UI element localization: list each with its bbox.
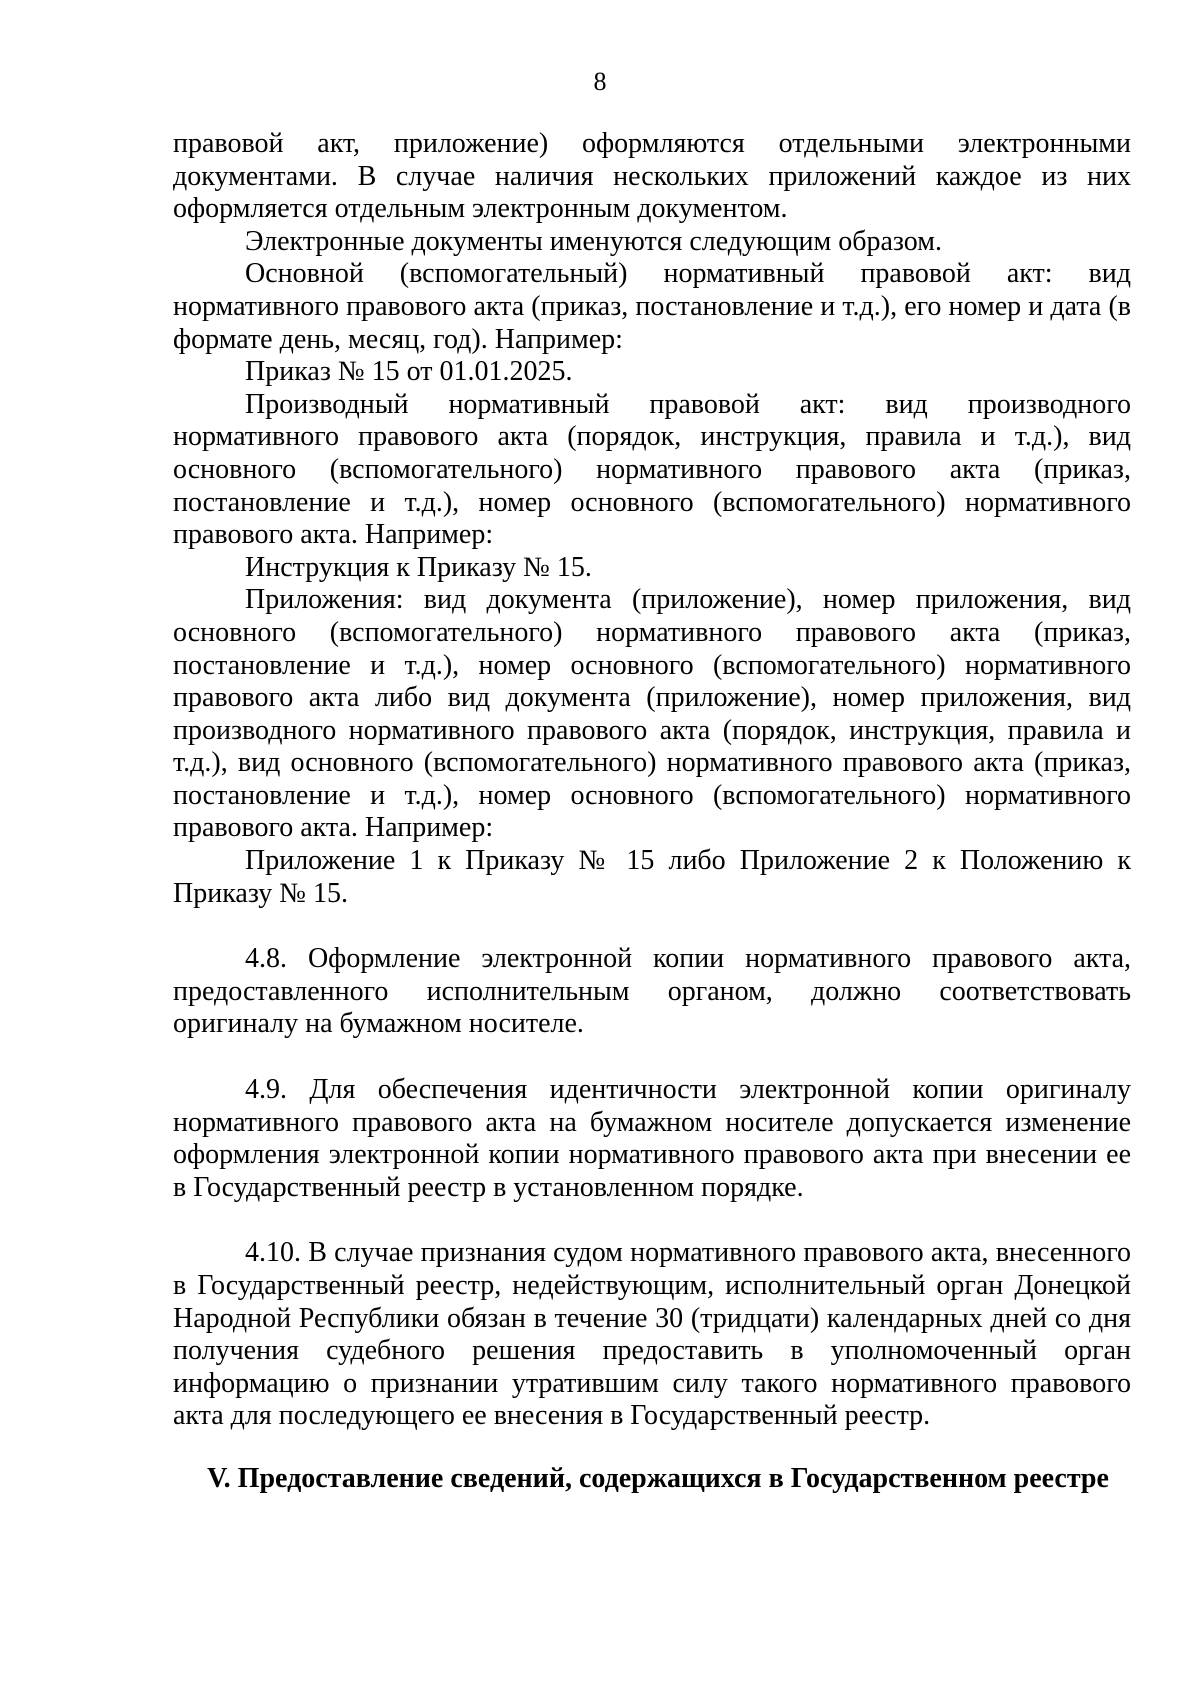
clause-4-9: 4.9. Для обеспечения идентичности электронной копии оригиналу нормативного правового акта на бумажном носителе допускается изменение оформления электронной копии нормативного правового акта при внесении ее в Государственный реестр в установленном порядке. — [173, 1074, 1131, 1203]
paragraph-derived-act: Производный нормативный правовой акт: вид производного нормативного правового акта (порядок, инструкция, правила и т.д.), вид основного (вспомогательного) нормативного правового акта (приказ, постановление и т.д.), номер основного (вспомогательного) нормативного правового акта. Например: — [173, 388, 1131, 551]
paragraph-derived-act-example: Инструкция к Приказу № 15. — [245, 551, 592, 583]
paragraph-appendices-example: Приложение 1 к Приказу № 15 либо Приложение 2 к Положению к Приказу № 15. — [173, 845, 1131, 909]
paragraph-continuation: правовой акт, приложение) оформляются отдельными электронными документами. В случае наличия нескольких приложений каждое из них оформляется отдельным электронным документом. — [173, 128, 1131, 225]
document-body — [173, 128, 1131, 1496]
paragraph-naming-intro: Электронные документы именуются следующим образом. — [245, 225, 942, 257]
clause-4-10: 4.10. В случае признания судом нормативного правового акта, внесенного в Государственный реестр, недействующим, исполнительный орган Донецкой Народной Республики обязан в течение 30 (тридцати) календарных дней со дня получения судебного решения предоставить в уполномоченный орган информацию о признании утратившим силу такого нормативного правового акта для последующего ее внесения в Государственный реестр. — [173, 1237, 1131, 1432]
page-number: 8 — [593, 67, 607, 96]
paragraph-main-act-example: Приказ № 15 от 01.01.2025. — [245, 356, 573, 388]
paragraph-main-act: Основной (вспомогательный) нормативный правовой акт: вид нормативного правового акта (приказ, постановление и т.д.), его номер и дата (в формате день, месяц, год). Например: — [173, 258, 1131, 355]
section-heading: V. Предоставление сведений, содержащихся в Государственном реестре — [207, 1462, 1109, 1494]
clause-4-8: 4.8. Оформление электронной копии нормативного правового акта, предоставленного исполнительным органом, должно соответствовать оригиналу на бумажном носителе. — [173, 943, 1131, 1040]
paragraph-appendices: Приложения: вид документа (приложение), номер приложения, вид основного (вспомогательного) нормативного правового акта (приказ, постановление и т.д.), номер основного (вспомогательного) нормативного правового акта либо вид документа (приложение), номер приложения, вид производного нормативного правового акта (порядок, инструкция, правила и т.д.), вид основного (вспомогательного) нормативного правового акта (приказ, постановление и т.д.), номер основного (вспомогательного) нормативного правового акта. Например: — [173, 584, 1131, 844]
